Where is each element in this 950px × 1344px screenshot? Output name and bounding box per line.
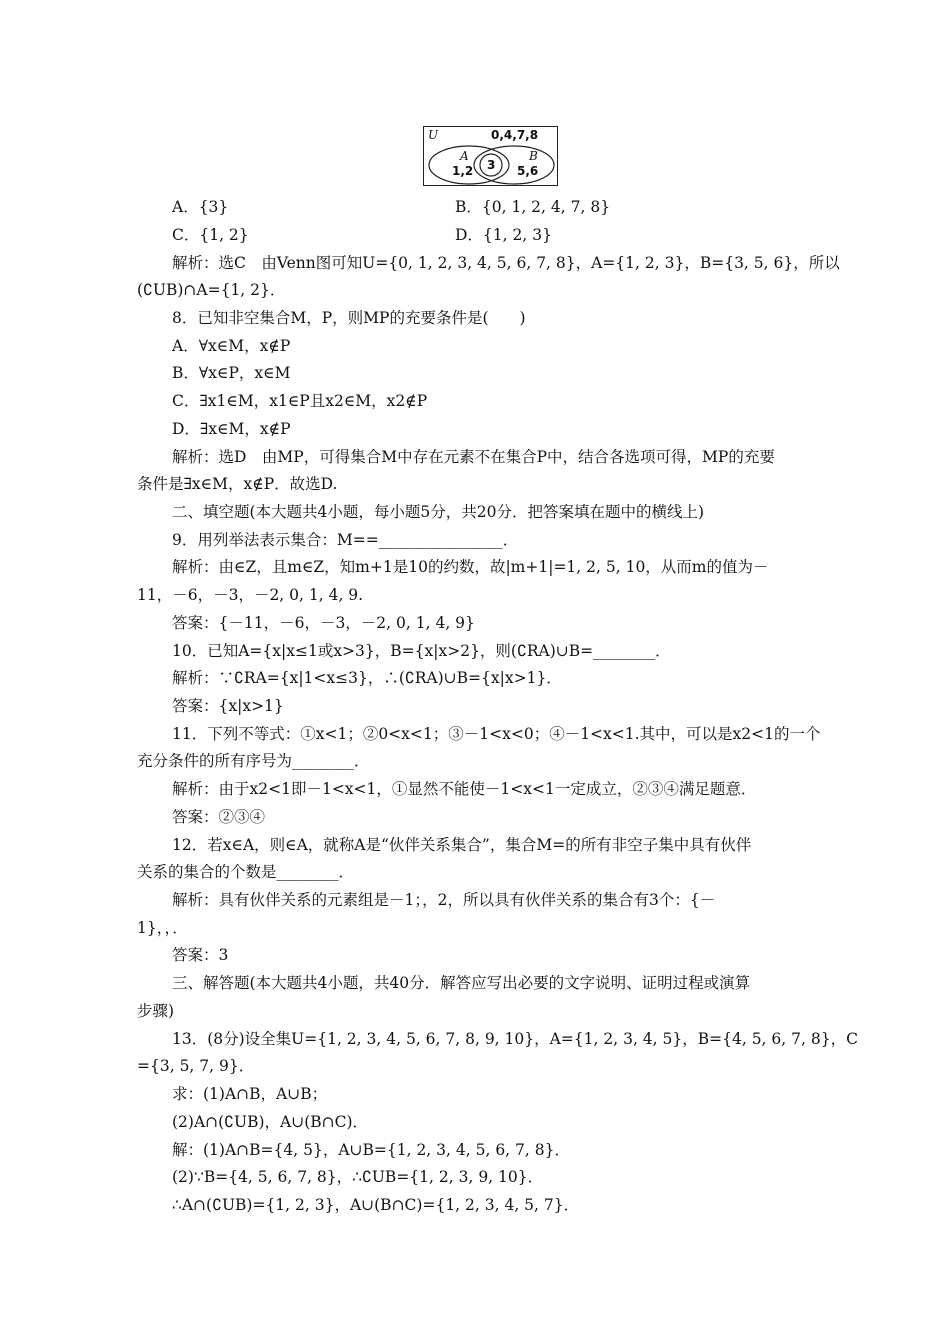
text-line: 求：(1)A∩B，A∪B； [172, 1085, 328, 1103]
option-b: B．{0, 1, 2, 4, 7, 8} [455, 198, 611, 216]
venn-set-b-label: B [529, 149, 538, 163]
text-line: (2)A∩(∁UB)，A∪(B∩C)． [172, 1113, 369, 1131]
text-line: D．∃x∈M，x∉P [172, 420, 291, 438]
venn-outside-values: 0,4,7,8 [491, 128, 539, 142]
venn-intersection-value: 3 [487, 158, 496, 172]
text-line: 1}，，． [137, 919, 188, 937]
text-line: (∁UB)∩A={1, 2}． [137, 281, 286, 299]
venn-universe-label: U [428, 128, 439, 142]
venn-diagram [423, 126, 558, 186]
text-line: (2)∵B={4, 5, 6, 7, 8}，∴∁UB={1, 2, 3, 9, 10}． [172, 1168, 544, 1186]
option-a: A．{3} [172, 198, 229, 216]
text-line: ∴A∩(∁UB)={1, 2, 3}，A∪(B∩C)={1, 2, 3, 4, 5, 7}． [172, 1196, 580, 1214]
question-8: 8．已知非空集合M，P，则MP的充要条件是( ) [172, 309, 526, 327]
answer: 答案：{－11，－6，－3，－2, 0, 1, 4, 9} [172, 614, 475, 632]
text-line: 关系的集合的个数是________． [137, 863, 355, 881]
text-line: 解析：选C 由Venn图可知U={0, 1, 2, 3, 4, 5, 6, 7, 8}，A={1, 2, 3}，B={3, 5, 6}，所以 [172, 254, 840, 272]
answer: 答案：3 [172, 946, 229, 964]
venn-set-a-label: A [460, 149, 469, 163]
answer: 答案：{x|x>1} [172, 697, 284, 715]
venn-set-b-values: 5,6 [517, 164, 539, 178]
question-11: 11．下列不等式：①x<1；②0<x<1；③－1<x<0；④－1<x<1.其中，可以是x2<1的一个 [172, 725, 821, 743]
option-c: C．{1, 2} [172, 226, 249, 244]
question-12: 12．若x∈A，则∈A，就称A是“伙伴关系集合”，集合M=的所有非空子集中具有伙伴 [172, 836, 752, 854]
question-9: 9．用列举法表示集合：M==________________． [172, 531, 519, 549]
section-heading: 二、填空题(本大题共4小题，每小题5分，共20分．把答案填在题中的横线上) [172, 503, 705, 521]
section-heading: 三、解答题(本大题共4小题，共40分．解答应写出必要的文字说明、证明过程或演算 [172, 974, 751, 992]
text-line: 解析：由于x2<1即－1<x<1，①显然不能使－1<x<1一定成立，②③④满足题意． [172, 780, 757, 798]
text-line: C．∃x1∈M，x1∈P且x2∈M，x2∉P [172, 392, 428, 410]
text-line: 解：(1)A∩B={4, 5}，A∪B={1, 2, 3, 4, 5, 6, 7, 8}． [172, 1141, 570, 1159]
text-line: A．∀x∈M，x∉P [172, 337, 291, 355]
text-line: ={3, 5, 7, 9}． [137, 1057, 255, 1075]
venn-set-a-values: 1,2 [452, 164, 474, 178]
option-d: D．{1, 2, 3} [455, 226, 552, 244]
text-line: 充分条件的所有序号为________． [137, 752, 370, 770]
text-line: 11，－6，－3，－2, 0, 1, 4, 9. [137, 586, 364, 604]
text-line: 条件是∃x∈M，x∉P．故选D. [137, 475, 338, 493]
text-line: B．∀x∈P，x∈M [172, 364, 291, 382]
answer: 答案：②③④ [172, 808, 266, 826]
text-line: 解析：选D 由MP，可得集合M中存在元素不在集合P中，结合各选项可得，MP的充要 [172, 448, 775, 466]
question-13: 13．(8分)设全集U={1, 2, 3, 4, 5, 6, 7, 8, 9, 10}，A={1, 2, 3, 4, 5}，B={4, 5, 6, 7, 8}，C [172, 1030, 858, 1048]
question-10: 10．已知A={x|x≤1或x>3}，B={x|x>2}，则(∁RA)∪B=________． [172, 642, 671, 660]
text-line: 解析：具有伙伴关系的元素组是－1；，2，所以具有伙伴关系的集合有3个：{－ [172, 891, 716, 909]
text-line: 步骤) [137, 1002, 175, 1020]
text-line: 解析：由∈Z，且m∈Z，知m+1是10的约数，故|m+1|=1, 2, 5, 10，从而m的值为－ [172, 558, 769, 576]
text-line: 解析：∵∁RA={x|1<x≤3}，∴(∁RA)∪B={x|x>1}． [172, 669, 562, 687]
